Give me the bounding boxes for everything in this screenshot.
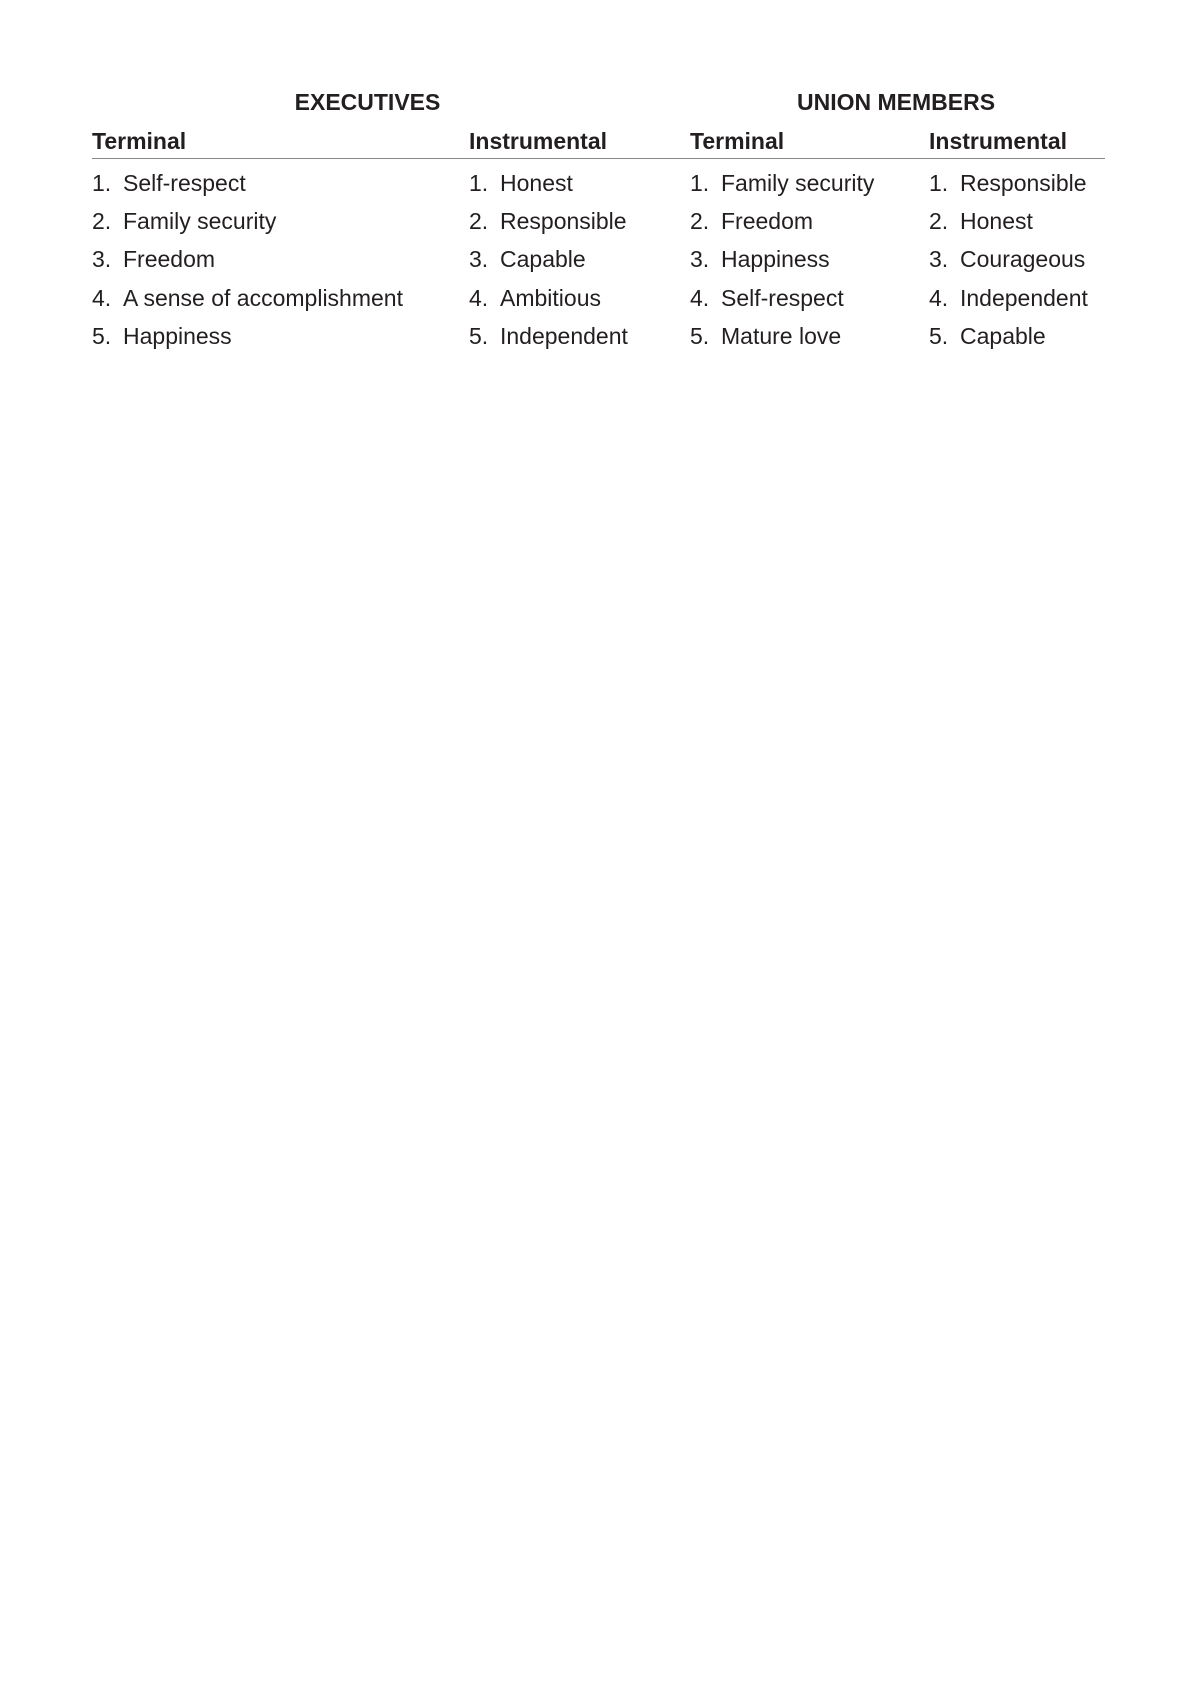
list-item [469,202,628,240]
list-item [690,279,874,317]
rank-number: 2. [469,207,489,234]
list-exec-terminal [92,164,403,355]
value-label: Capable [960,322,1046,349]
list-union-terminal [690,164,874,355]
value-label: Happiness [123,322,232,349]
rank-number: 4. [929,284,949,311]
value-label: Responsible [500,207,627,234]
rank-number: 4. [690,284,710,311]
list-item [690,241,874,279]
list-union-instrumental [929,164,1088,355]
value-label: Honest [960,207,1033,234]
value-label: Independent [500,322,628,349]
list-item [929,202,1088,240]
list-item [469,279,628,317]
rank-number: 1. [469,169,489,196]
rank-number: 5. [92,322,112,349]
rank-number: 5. [469,322,489,349]
group-title-executives: EXECUTIVES [294,89,441,115]
column-header-union-instrumental: Instrumental [929,128,1068,154]
list-item [92,241,403,279]
list-item [469,241,628,279]
rank-number: 3. [92,246,112,273]
list-item [929,164,1088,202]
list-item [92,317,403,355]
value-label: Family security [721,169,875,196]
value-label: Capable [500,246,586,273]
value-label: Self-respect [123,169,246,196]
rank-number: 1. [929,169,949,196]
value-label: A sense of accomplishment [123,284,403,311]
list-item [929,317,1088,355]
rank-number: 2. [92,207,112,234]
value-label: Freedom [721,207,814,234]
value-label: Freedom [123,246,216,273]
value-label: Honest [500,169,573,196]
column-header-union-terminal: Terminal [690,128,785,154]
list-item [92,202,403,240]
value-label: Courageous [960,246,1086,273]
list-item [929,279,1088,317]
rank-number: 3. [929,246,949,273]
list-item [690,164,874,202]
rank-number: 1. [690,169,710,196]
list-exec-instrumental [469,164,628,355]
value-label: Mature love [721,322,842,349]
rank-number: 3. [690,246,710,273]
list-item [690,202,874,240]
rank-number: 4. [469,284,489,311]
value-label: Ambitious [500,284,601,311]
value-label: Independent [960,284,1088,311]
rank-number: 3. [469,246,489,273]
rank-number: 1. [92,169,112,196]
list-item [92,164,403,202]
rank-number: 5. [690,322,710,349]
list-item [690,317,874,355]
value-label: Family security [123,207,277,234]
rank-number: 5. [929,322,949,349]
column-header-exec-instrumental: Instrumental [469,128,608,154]
value-label: Happiness [721,246,830,273]
rank-number: 2. [690,207,710,234]
rank-number: 4. [92,284,112,311]
column-header-exec-terminal: Terminal [92,128,187,154]
value-label: Self-respect [721,284,844,311]
list-item [469,164,628,202]
rank-number: 2. [929,207,949,234]
list-item [929,241,1088,279]
list-item [469,317,628,355]
list-item [92,279,403,317]
value-label: Responsible [960,169,1087,196]
group-title-union-members: UNION MEMBERS [796,89,996,115]
header-divider [92,158,1105,159]
